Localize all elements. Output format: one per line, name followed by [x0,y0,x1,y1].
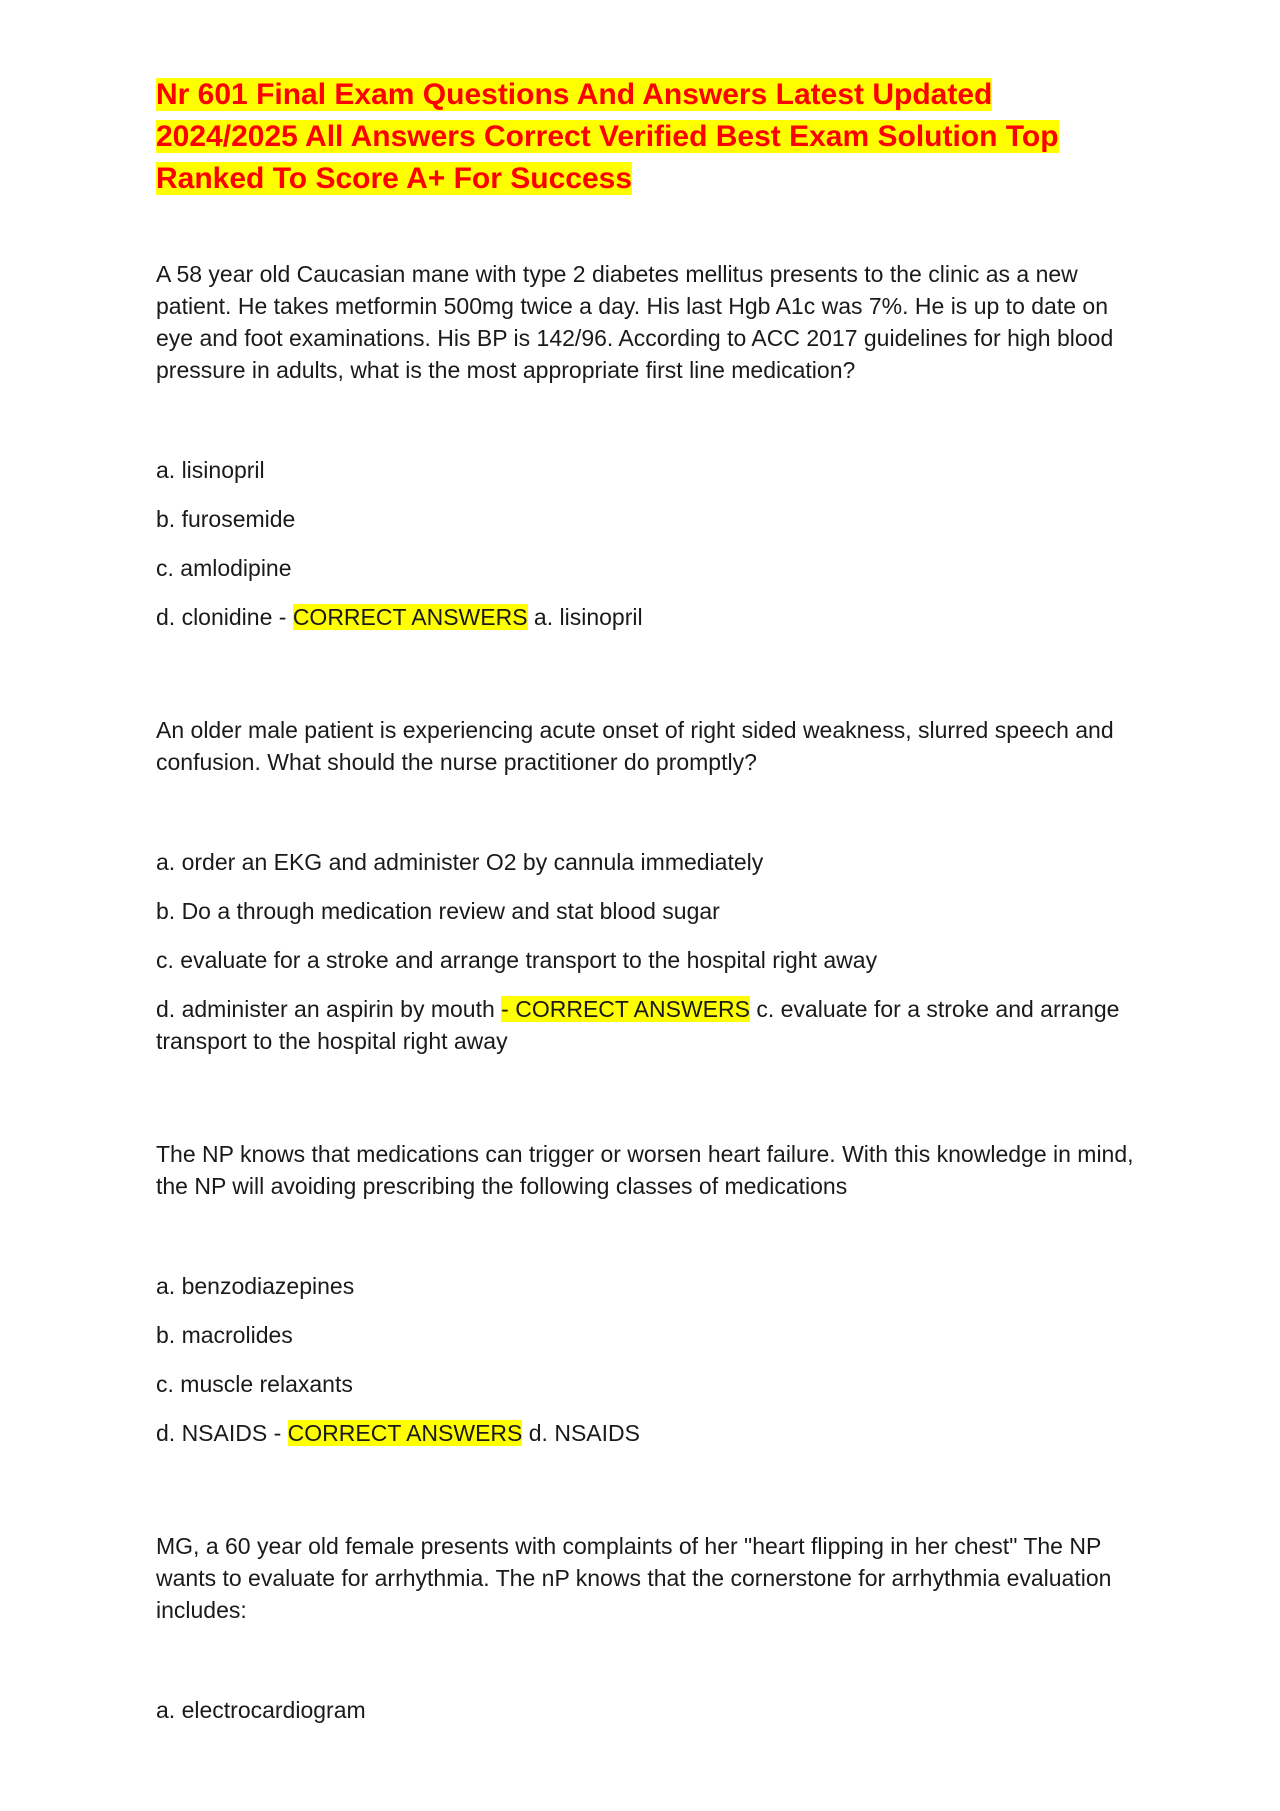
question-stem: An older male patient is experiencing acute onset of right sided weakness, slurred speech and confusion. What should the nurse practitioner do promptly? [156,717,1114,775]
document-title [156,74,1136,200]
option-d: d. administer an aspirin by mouth [156,996,502,1022]
option-a: a. lisinopril [156,457,265,483]
question-block-1 [156,258,1136,633]
option-b: b. macrolides [156,1322,293,1348]
document-page [156,74,1136,1807]
question-stem: MG, a 60 year old female presents with complaints of her "heart flipping in her chest" The NP wants to evaluate for arrhythmia. The nP knows that the cornerstone for arrhythmia evaluation includes: [156,1533,1112,1623]
correct-answers-marker: CORRECT ANSWERS [292,604,528,630]
option-c: c. amlodipine [156,555,292,581]
document-title-text: Nr 601 Final Exam Questions And Answers Latest Updated 2024/2025 All Answers Correct Verified Best Exam Solution Top Ranked To Score A+ For Success [156,78,1059,195]
question-stem: The NP knows that medications can trigger or worsen heart failure. With this knowledge in mind, the NP will avoiding prescribing the following classes of medications [156,1141,1134,1199]
option-c: c. evaluate for a stroke and arrange transport to the hospital right away [156,947,878,973]
option-d-with-answer [156,993,1136,1057]
correct-answer: a. lisinopril [527,604,643,630]
option-a: a. benzodiazepines [156,1273,355,1299]
correct-answers-marker: CORRECT ANSWERS [287,1420,523,1446]
option-b: b. furosemide [156,506,296,532]
option-d-with-answer [156,1417,1136,1449]
question-block-2 [156,714,1136,1057]
question-block-4 [156,1530,1136,1726]
correct-answer: c. evaluate for a stroke and arrange transport to the hospital right away [156,996,1120,1054]
option-d: d. clonidine - [156,604,293,630]
correct-answers-marker: - CORRECT ANSWERS [501,996,750,1022]
correct-answer: d. NSAIDS [522,1420,640,1446]
option-a: a. order an EKG and administer O2 by cannula immediately [156,849,764,875]
question-stem: A 58 year old Caucasian mane with type 2 diabetes mellitus presents to the clinic as a new patient. He takes metformin 500mg twice a day. His last Hgb A1c was 7%. He is up to date on eye and foot examinations. His BP is 142/96. According to ACC 2017 guidelines for high blood pressure in adults, what is the most appropriate first line medication? [156,261,1114,383]
option-a: a. electrocardiogram [156,1697,366,1723]
option-d-with-answer [156,601,1136,633]
option-b: b. Do a through medication review and stat blood sugar [156,898,720,924]
option-c: c. muscle relaxants [156,1371,353,1397]
option-d: d. NSAIDS - [156,1420,288,1446]
question-block-3 [156,1138,1136,1449]
